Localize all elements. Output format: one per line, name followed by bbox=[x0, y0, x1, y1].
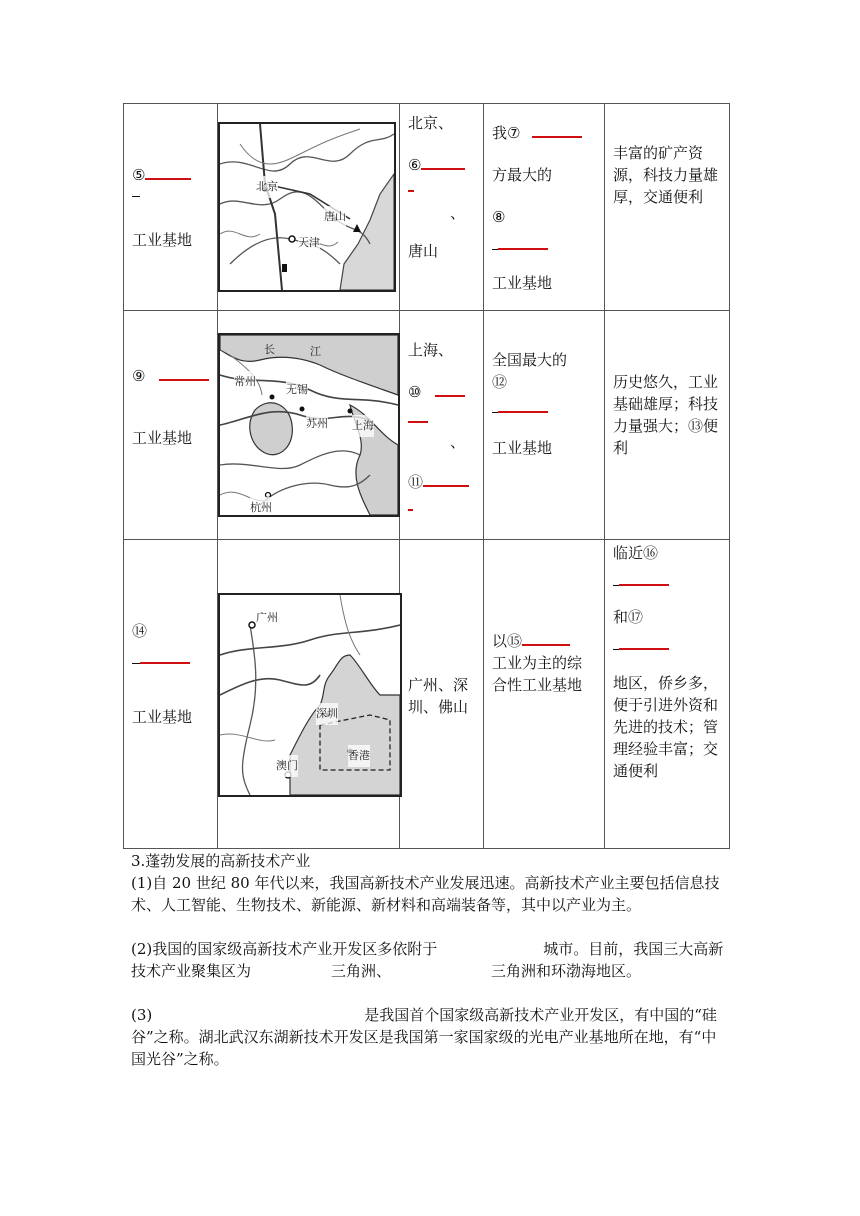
base-number: ⑭ bbox=[132, 622, 148, 640]
paragraph-2-part-b: 城市。目前，我国三大高新技术产业聚集区为 bbox=[131, 940, 724, 980]
blank-number: ⑫ bbox=[492, 373, 508, 391]
pearl-river-delta-map bbox=[218, 593, 402, 797]
feature-text: 全国最大的 bbox=[492, 351, 568, 369]
blank-number: ⑧ bbox=[492, 208, 506, 226]
map-label: 广州 bbox=[256, 607, 278, 629]
map-label: 香港 bbox=[348, 745, 370, 767]
blank-continuation bbox=[132, 196, 140, 197]
map-graphic bbox=[220, 595, 400, 795]
answer-blank bbox=[421, 156, 465, 170]
city-text: 唐山 bbox=[408, 242, 439, 260]
cities-cell bbox=[400, 540, 484, 849]
base-name-cell bbox=[124, 311, 218, 540]
conditions-cell bbox=[605, 104, 730, 311]
feature-cell bbox=[484, 540, 605, 849]
conditions-text: 地区，侨乡多，便于引进外资和先进的技术；管理经验丰富；交通便利 bbox=[613, 674, 719, 780]
base-number: ⑨ bbox=[132, 367, 146, 385]
blank-continuation bbox=[408, 499, 413, 511]
answer-blank bbox=[435, 383, 465, 397]
table-row bbox=[124, 540, 730, 849]
paragraph-2-part-d: 三角洲和环渤海地区。 bbox=[491, 962, 642, 980]
base-number: ⑤ bbox=[132, 166, 146, 184]
feature-cell bbox=[484, 104, 605, 311]
table-row bbox=[124, 104, 730, 311]
map-label: 深圳 bbox=[316, 703, 338, 725]
map-label: 澳门 bbox=[276, 755, 298, 777]
base-suffix: 工业基地 bbox=[132, 429, 193, 447]
answer-blank bbox=[498, 399, 548, 413]
map-label: 江 bbox=[310, 345, 321, 358]
city-text: 上海、 bbox=[408, 341, 454, 359]
map-graphic bbox=[220, 124, 394, 290]
map-label: 天津 bbox=[298, 232, 320, 254]
paragraph-1: (1)自 20 世纪 80 年代以来，我国高新技术产业发展迅速。高新技术产业主要包括信息技术、人工智能、生物技术、新能源、新材料和高端装备等，其中以产业为主。 bbox=[131, 874, 720, 914]
separator-text: 、 bbox=[450, 433, 466, 451]
section-heading: 3.蓬勃发展的高新技术产业 bbox=[131, 852, 311, 870]
feature-text: 工业基地 bbox=[492, 439, 553, 457]
paragraph-2-part-a: (2)我国的国家级高新技术产业开发区多依附于 bbox=[131, 940, 438, 958]
cities-cell bbox=[400, 104, 484, 311]
paragraph-3-part-b: 是我国首个国家级高新技术产业开发区，有中国的“硅谷”之称。湖北武汉东湖新技术开发区是我国第一家国家级的光电产业基地所在地，有“中国光谷”之称。 bbox=[131, 1006, 717, 1068]
paragraph-3 bbox=[131, 1004, 731, 1070]
feature-text: 方最大的 bbox=[492, 166, 553, 184]
base-name-cell bbox=[124, 540, 218, 849]
answer-blank bbox=[498, 236, 548, 250]
conditions-text: 和⑰ bbox=[613, 608, 644, 626]
answer-blank bbox=[619, 636, 669, 650]
separator-text: 、 bbox=[450, 204, 466, 222]
map-label: 上海 bbox=[352, 415, 374, 437]
conditions-cell bbox=[605, 540, 730, 849]
paragraph-3-part-a: (3) bbox=[131, 1006, 153, 1024]
feature-text: 我⑦ bbox=[492, 124, 521, 142]
answer-blank bbox=[522, 632, 570, 646]
map-cell bbox=[218, 311, 400, 540]
answer-blank bbox=[145, 166, 191, 180]
blank-number: ⑥ bbox=[408, 156, 422, 174]
conditions-text: 历史悠久，工业基础雄厚；科技力量强大；⑬便利 bbox=[613, 373, 719, 457]
blank-continuation bbox=[408, 180, 414, 192]
conditions-text: 临近⑯ bbox=[613, 544, 659, 562]
map-cell bbox=[218, 540, 400, 849]
paragraph-2 bbox=[131, 938, 731, 982]
map-cell bbox=[218, 104, 400, 311]
base-name-cell bbox=[124, 104, 218, 311]
cities-cell bbox=[400, 311, 484, 540]
feature-text: 以⑮ bbox=[492, 632, 523, 650]
blank-number: ⑪ bbox=[408, 473, 424, 491]
city-text: 广州、深圳、佛山 bbox=[408, 676, 469, 716]
map-label: 唐山 bbox=[324, 206, 346, 228]
industrial-base-table bbox=[123, 103, 730, 849]
map-label: 苏州 bbox=[306, 413, 328, 435]
feature-text: 工业为主的综合性工业基地 bbox=[492, 654, 583, 694]
answer-blank bbox=[423, 473, 469, 487]
base-suffix: 工业基地 bbox=[132, 708, 193, 726]
blank-continuation bbox=[408, 411, 428, 423]
map-label: 杭州 bbox=[250, 497, 272, 517]
answer-blank bbox=[619, 572, 669, 586]
answer-blank bbox=[140, 650, 190, 664]
blank-number: ⑩ bbox=[408, 383, 422, 401]
city-text: 北京、 bbox=[408, 114, 454, 132]
beijing-tianjin-map bbox=[218, 122, 396, 292]
map-label: 常州 bbox=[234, 371, 256, 393]
map-label: 无锡 bbox=[286, 379, 308, 401]
answer-blank bbox=[159, 367, 209, 381]
yangtze-delta-map bbox=[218, 333, 400, 517]
map-label: 长 bbox=[264, 343, 275, 356]
paragraph-2-part-c: 三角洲、 bbox=[331, 962, 392, 980]
conditions-cell bbox=[605, 311, 730, 540]
map-label: 北京 bbox=[256, 176, 278, 198]
base-suffix: 工业基地 bbox=[132, 231, 193, 249]
answer-blank bbox=[532, 124, 582, 138]
feature-text: 工业基地 bbox=[492, 274, 553, 292]
conditions-text: 丰富的矿产资源，科技力量雄厚，交通便利 bbox=[613, 144, 719, 206]
table-row bbox=[124, 311, 730, 540]
feature-cell bbox=[484, 311, 605, 540]
